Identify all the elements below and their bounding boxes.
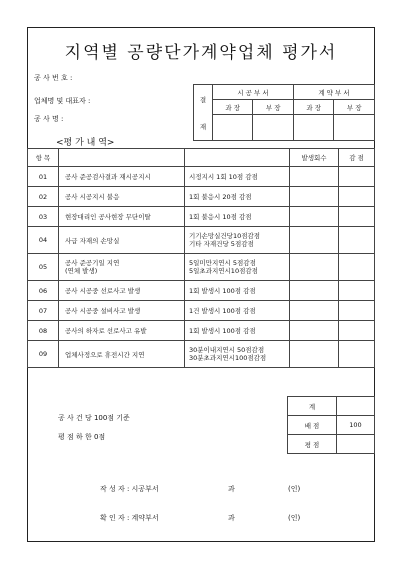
dept2-role-1: 과 장 (293, 100, 333, 115)
row-item: 업체사정으로 휴전시간 지연 (59, 341, 185, 368)
row-count (290, 341, 339, 368)
project-number-label: 공 사 번 호 : (34, 74, 73, 82)
form-title: 지역별 공량단가계약업체 평가서 (64, 43, 338, 63)
row-penalty: 5일미만지연시 5점감점 5일초과지연시10점감점 (185, 254, 290, 281)
row-no: 05 (28, 254, 59, 281)
approval-label: 결 재 (194, 85, 213, 141)
contract-dept: 계 약 부 서 (293, 85, 374, 100)
sign-box-2 (253, 115, 294, 141)
lower-limit-note: 평 점 하 한 0점 (58, 433, 106, 441)
row-deduct (339, 281, 375, 301)
eval-label: 평 점 (288, 435, 337, 454)
row-deduct (339, 227, 375, 254)
company-rep-label: 업체명 및 대표자 : (34, 97, 91, 105)
writer-seal: (인) (288, 485, 301, 493)
row-item: 현장대리인 공사현장 무단이탈 (59, 207, 185, 227)
header-blank-1 (59, 149, 185, 167)
row-penalty: 1회 발생시 100점 감점 (185, 281, 290, 301)
summary-table (287, 396, 375, 454)
row-count (290, 321, 339, 341)
checker-dept: 과 (228, 514, 235, 522)
construction-dept: 시 공 부 서 (213, 85, 294, 100)
row-no: 06 (28, 281, 59, 301)
basis-note: 공 사 건 당 100점 기준 (58, 414, 130, 422)
row-count (290, 187, 339, 207)
checker-seal: (인) (288, 514, 301, 522)
row-deduct (339, 301, 375, 321)
evaluation-table (27, 148, 375, 368)
header-deduction: 감 점 (339, 149, 375, 167)
row-deduct (339, 187, 375, 207)
total-label: 계 (288, 397, 337, 416)
row-no: 01 (28, 167, 59, 187)
total-value (337, 397, 375, 416)
row-no: 07 (28, 301, 59, 321)
header-item: 항 목 (28, 149, 59, 167)
dept1-role-2: 부 장 (253, 100, 294, 115)
row-count (290, 254, 339, 281)
dept2-role-2: 부 장 (334, 100, 375, 115)
sign-box-3 (293, 115, 333, 141)
row-item: 공사 시공중 선로사고 발생 (59, 281, 185, 301)
row-count (290, 301, 339, 321)
row-penalty: 1회 발생시 100점 감점 (185, 321, 290, 341)
sign-box-4 (334, 115, 375, 141)
header-blank-2 (185, 149, 290, 167)
writer-dept: 과 (228, 485, 235, 493)
project-name-label: 공 사 명 : (34, 115, 64, 123)
row-penalty: 1건 발생시 100점 감점 (185, 301, 290, 321)
row-deduct (339, 254, 375, 281)
sign-box-1 (213, 115, 253, 141)
row-no: 04 (28, 227, 59, 254)
row-item: 공사 준공검사결과 재시공지시 (59, 167, 185, 187)
row-no: 03 (28, 207, 59, 227)
eval-value (337, 435, 375, 454)
eval-content-label: <평 가 내 역> (56, 138, 115, 148)
row-penalty: 시정지시 1회 10점 감점 (185, 167, 290, 187)
header-occurrences: 발생회수 (290, 149, 339, 167)
approval-table (193, 84, 375, 141)
score-label: 배 점 (288, 416, 337, 435)
row-deduct (339, 207, 375, 227)
score-value: 100 (337, 416, 375, 435)
row-deduct (339, 321, 375, 341)
row-count (290, 167, 339, 187)
row-count (290, 207, 339, 227)
row-count (290, 227, 339, 254)
row-item: 공사 시공지시 불응 (59, 187, 185, 207)
evaluation-form (27, 27, 375, 542)
row-item: 공사의 하자로 선로사고 유발 (59, 321, 185, 341)
row-item: 공사 준공기일 지연 (연체 발생) (59, 254, 185, 281)
row-item: 공사 시공중 설비사고 발생 (59, 301, 185, 321)
row-item: 사급 자재의 손망실 (59, 227, 185, 254)
row-deduct (339, 167, 375, 187)
row-count (290, 281, 339, 301)
checker-label: 확 인 자 : 계약부서 (100, 514, 159, 522)
dept1-role-1: 과 장 (213, 100, 253, 115)
row-no: 08 (28, 321, 59, 341)
row-no: 02 (28, 187, 59, 207)
row-no: 09 (28, 341, 59, 368)
row-penalty: 1회 불응시 20점 감점 (185, 187, 290, 207)
row-penalty: 기기손망실건당10점감점 기타 자재건당 5점감점 (185, 227, 290, 254)
row-penalty: 1회 불응시 10점 감점 (185, 207, 290, 227)
writer-label: 작 성 자 : 시공부서 (100, 485, 159, 493)
row-deduct (339, 341, 375, 368)
row-penalty: 30분이내지연시 50점감점 30분초과지연시100점감점 (185, 341, 290, 368)
